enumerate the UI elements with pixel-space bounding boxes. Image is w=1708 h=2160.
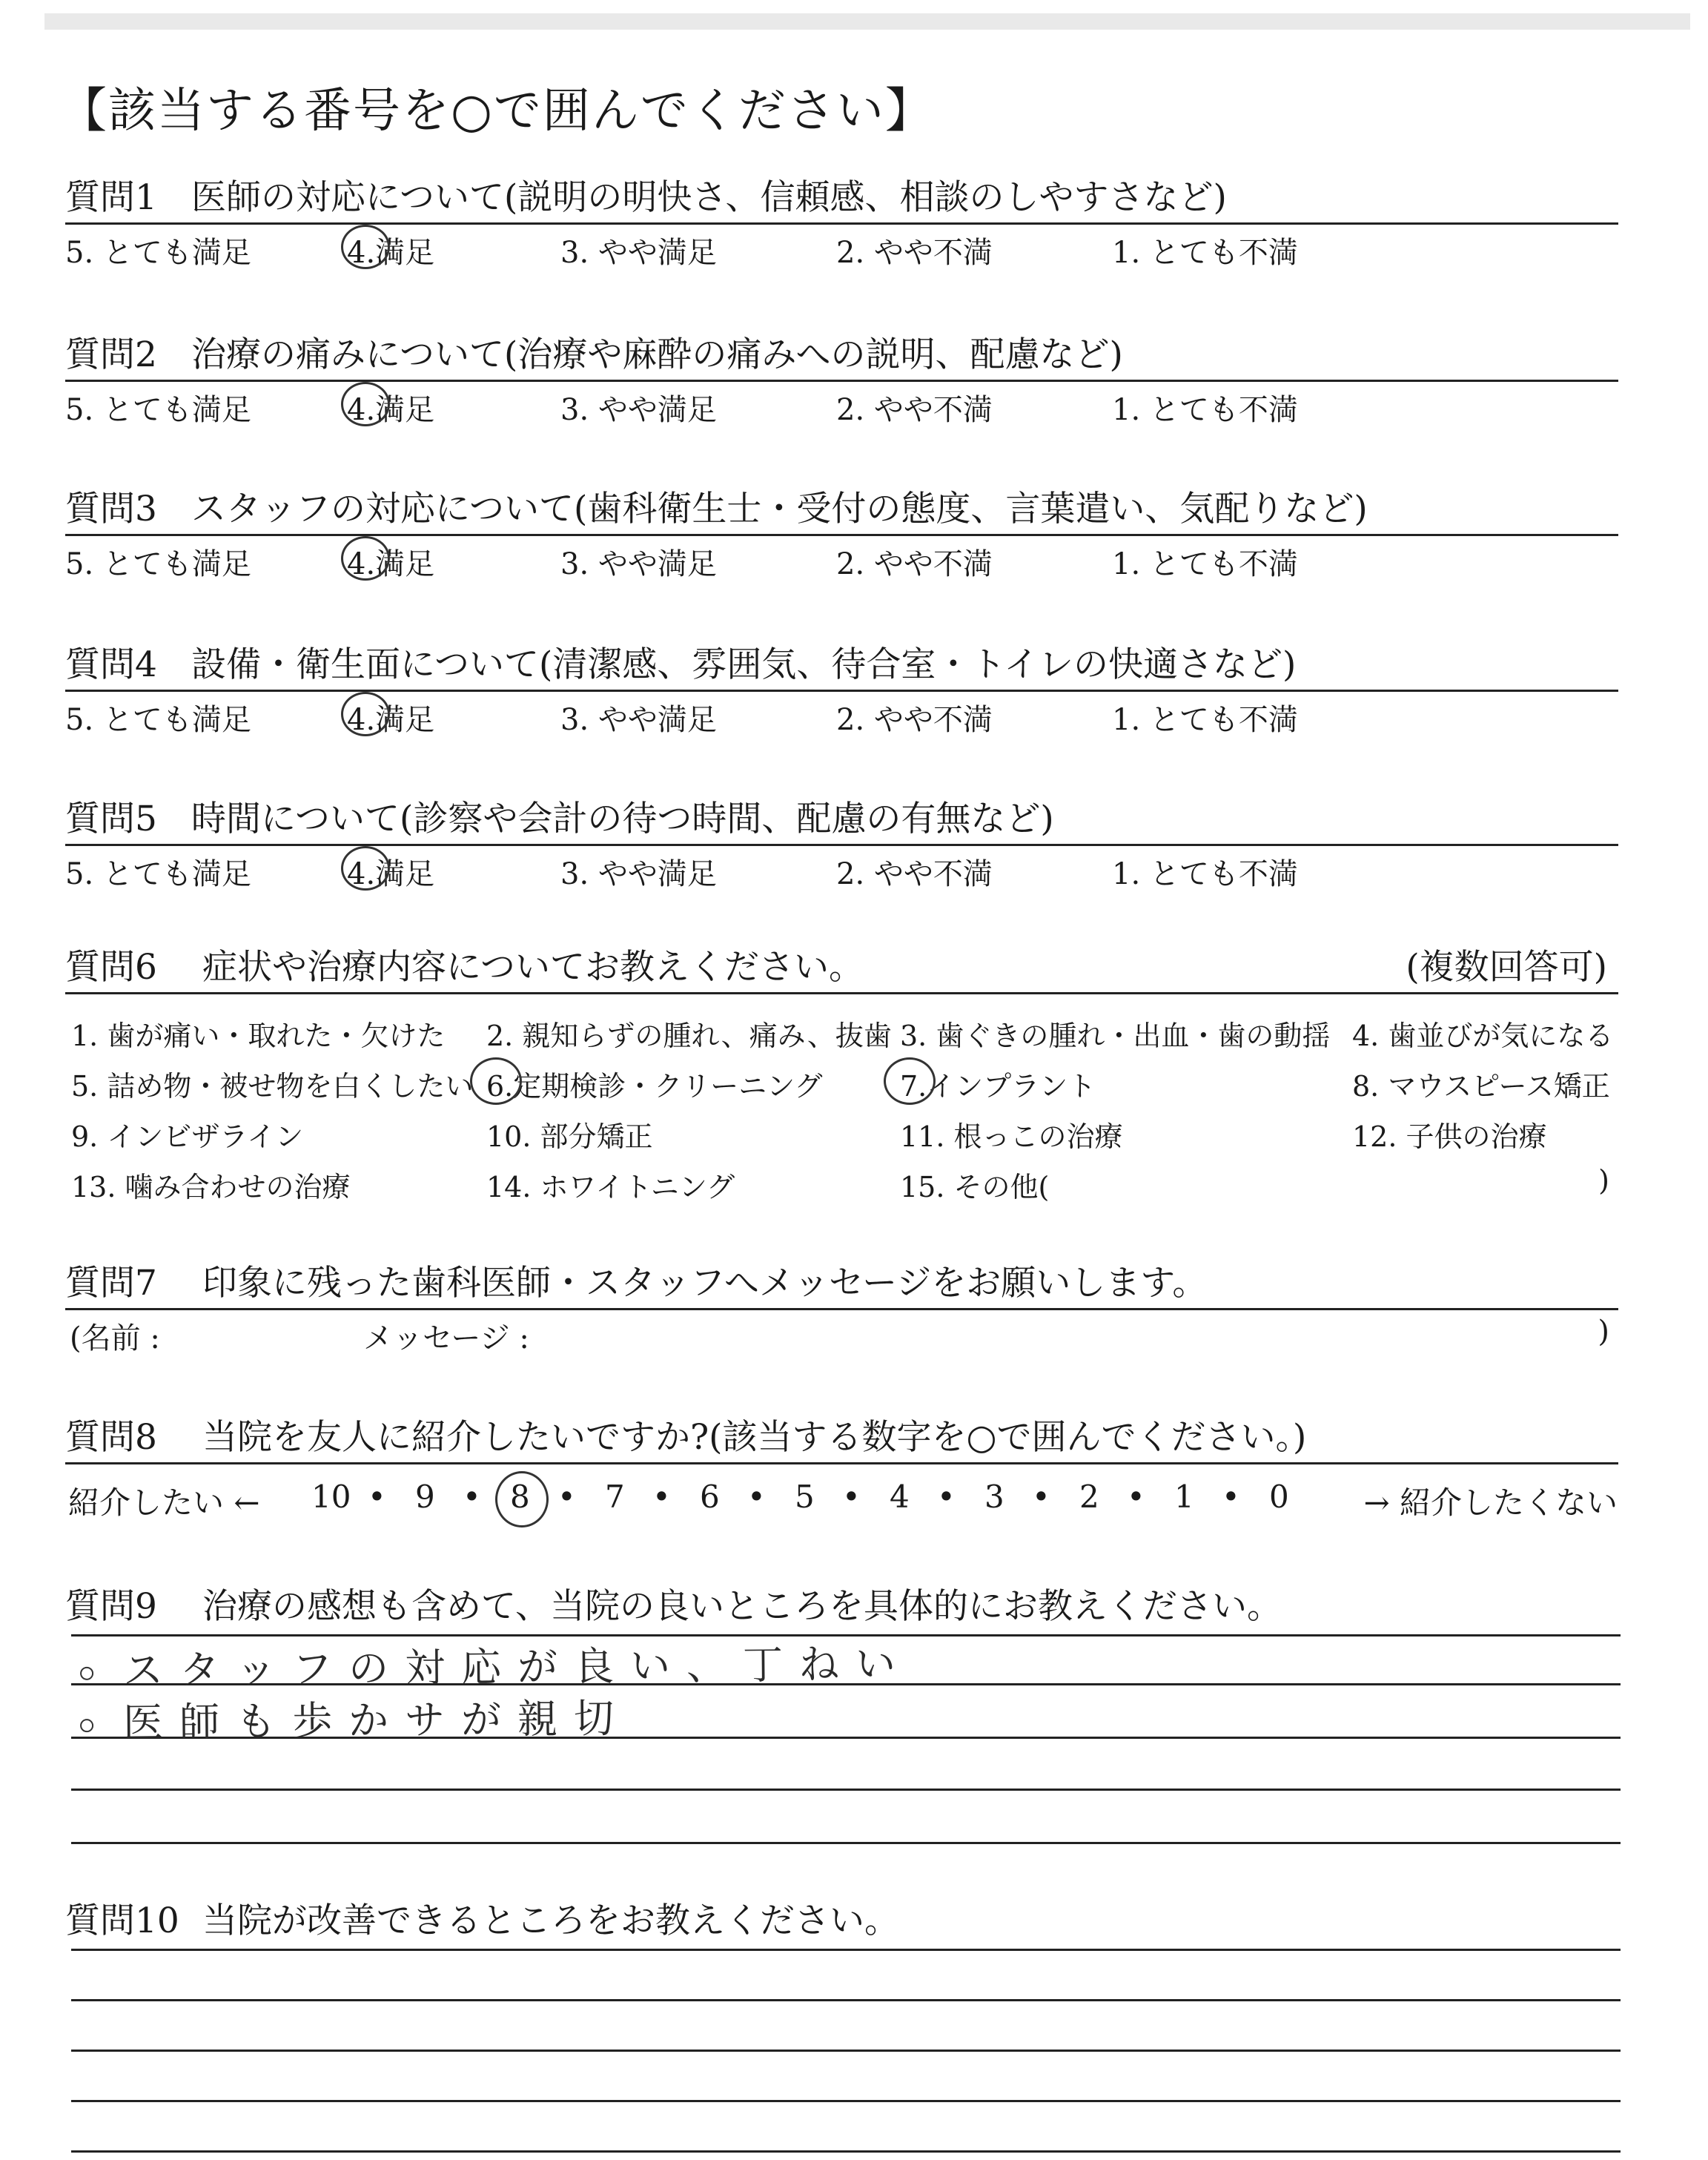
question-4 [65,641,1618,736]
scale-value[interactable]: 6 [700,1479,720,1515]
answer-line [71,1949,1621,1951]
question-8 [65,1413,1618,1464]
question-5 [65,795,1618,891]
name-field-label: (名前 : [70,1321,160,1355]
scale-separator-dot: • [1222,1479,1240,1515]
option-number: 7. [900,1070,927,1103]
question-label: 質問3 [65,489,157,529]
option-text: 満足 [375,393,435,427]
answer-line [71,1842,1621,1844]
handwritten-answer-2: 医師も歩かサが親切 [80,1687,631,1748]
question-text: 当院が改善できるところをお教えください。 [202,1900,899,1941]
hand-drawn-selection-circle [341,382,390,426]
answer-line [71,2100,1621,2102]
rating-option-5[interactable]: 5. とても満足 [65,857,251,891]
option-text: インプラント [927,1070,1096,1103]
option-number: 4. [347,703,376,737]
question-label: 質問6 [65,947,157,988]
question-text: スタッフの対応について(歯科衛生士・受付の態度、言葉遣い、気配りなど) [191,489,1368,529]
symptom-option-12[interactable]: 12. 子供の治療 [1352,1120,1547,1153]
multiple-answers-hint: (複数回答可) [1406,947,1607,988]
symptom-options-grid [71,1013,1621,1215]
scan-top-edge [44,13,1690,30]
scale-separator-dot: • [1032,1479,1050,1515]
message-close-paren: ) [1598,1315,1609,1349]
symptom-option-15-other[interactable]: 15. その他( [900,1171,1050,1203]
scale-separator-dot: • [747,1479,766,1515]
bullet-icon [80,1719,93,1732]
symptom-option-3[interactable]: 3. 歯ぐきの腫れ・出血・歯の動揺 [900,1020,1331,1052]
scale-value[interactable]: 4 [890,1479,910,1515]
rating-option-1[interactable]: 1. とても不満 [1112,703,1298,737]
hand-drawn-selection-circle [495,1471,549,1527]
rating-option-1[interactable]: 1. とても不満 [1112,857,1298,891]
hand-drawn-selection-circle [341,846,390,891]
symptom-option-4[interactable]: 4. 歯並びが気になる [1352,1020,1614,1052]
form-instruction-header: 【該当する番号を○で囲んでください】 [59,84,934,139]
rating-option-5[interactable]: 5. とても満足 [65,393,251,427]
question-text: 当院を友人に紹介したいですか?(該当する数字を○で囲んでください。) [202,1417,1307,1458]
scale-separator-dot: • [463,1479,481,1515]
scale-value[interactable]: 5 [795,1479,815,1515]
symptom-option-11[interactable]: 11. 根っこの治療 [900,1120,1123,1153]
answer-line [71,2050,1621,2052]
answer-line [71,1789,1621,1791]
question-label: 質問10 [65,1900,179,1941]
question-label: 質問7 [65,1263,157,1304]
option-text: 定期検診・クリーニング [513,1070,823,1103]
rating-option-3[interactable]: 3. やや満足 [560,703,717,737]
option-text: 満足 [375,703,435,737]
symptom-option-6[interactable] [486,1063,823,1104]
scale-value[interactable]: 9 [415,1479,435,1515]
question-6 [65,943,1618,994]
symptom-option-8[interactable]: 8. マウスピース矯正 [1352,1070,1610,1103]
question-3 [65,485,1618,581]
option-text: 満足 [375,857,435,891]
scale-value[interactable]: 8 [510,1479,530,1515]
scale-value[interactable]: 3 [984,1479,1004,1515]
question-7 [65,1259,1618,1355]
question-text: 設備・衛生面について(清潔感、雰囲気、待合室・トイレの快適さなど) [191,644,1297,685]
symptom-option-9[interactable]: 9. インビザライン [71,1120,304,1153]
scale-value[interactable]: 2 [1079,1479,1099,1515]
rating-option-5[interactable]: 5. とても満足 [65,236,251,270]
question-1 [65,174,1618,269]
scale-left-label: 紹介したい ← [68,1484,260,1521]
recommendation-scale [68,1476,1618,1525]
rating-option-1[interactable]: 1. とても不満 [1112,547,1298,581]
question-text: 医師の対応について(説明の明快さ、信頼感、相談のしやすさなど) [191,177,1227,218]
rating-option-2[interactable]: 2. やや不満 [836,393,993,427]
bullet-icon [80,1667,93,1680]
symptom-option-1[interactable]: 1. 歯が痛い・取れた・欠けた [71,1020,446,1052]
hand-drawn-selection-circle [341,225,390,269]
scale-right-label: → 紹介したくない [1363,1484,1618,1521]
scale-separator-dot: • [557,1479,576,1515]
symptom-option-13[interactable]: 13. 噛み合わせの治療 [71,1171,351,1203]
scale-separator-dot: • [842,1479,861,1515]
message-field-label: メッセージ : [363,1321,529,1355]
other-close-paren: ) [1598,1164,1609,1197]
question-label: 質問2 [65,334,157,375]
option-number: 4. [347,547,376,581]
question-label: 質問9 [65,1586,157,1627]
rating-option-1[interactable]: 1. とても不満 [1112,393,1298,427]
scale-separator-dot: • [937,1479,956,1515]
rating-option-2[interactable]: 2. やや不満 [836,547,993,581]
hand-drawn-selection-circle [470,1057,522,1105]
option-number: 4. [347,393,376,427]
rating-option-2[interactable]: 2. やや不満 [836,857,993,891]
question-label: 質問5 [65,799,157,839]
scale-separator-dot: • [1127,1479,1145,1515]
scale-separator-dot: • [652,1479,671,1515]
question-text: 症状や治療内容についてお教えください。 [202,947,864,988]
option-number: 6. [486,1070,514,1103]
hand-drawn-selection-circle [341,536,390,581]
rating-option-1[interactable]: 1. とても不満 [1112,236,1298,270]
option-text: 満足 [375,547,435,581]
rating-option-3[interactable]: 3. やや満足 [560,393,717,427]
scale-separator-dot: • [368,1479,386,1515]
rating-option-3[interactable]: 3. やや満足 [560,857,717,891]
question-10 [65,1897,1618,1946]
rating-option-5[interactable]: 5. とても満足 [65,547,251,581]
symptom-option-5[interactable]: 5. 詰め物・被せ物を白くしたい [71,1070,474,1103]
option-text: 満足 [375,236,435,270]
question-label: 質問1 [65,177,157,218]
answer-line [71,1999,1621,2001]
hand-drawn-selection-circle [341,692,390,736]
rating-option-2[interactable]: 2. やや不満 [836,236,993,270]
rating-option-3[interactable]: 3. やや満足 [560,236,717,270]
question-text: 治療の感想も含めて、当院の良いところを具体的にお教えください。 [202,1586,1282,1627]
scale-value[interactable]: 1 [1174,1479,1194,1515]
answer-line [71,2150,1621,2153]
question-rule [65,992,1618,994]
question-9 [65,1582,1618,1631]
scale-value[interactable]: 7 [605,1479,625,1515]
rating-option-2[interactable]: 2. やや不満 [836,703,993,737]
rating-option-3[interactable]: 3. やや満足 [560,547,717,581]
option-number: 4. [347,236,376,270]
question-text: 印象に残った歯科医師・スタッフへメッセージをお願いします。 [202,1263,1208,1304]
question-rule [65,1462,1618,1464]
symptom-option-2[interactable]: 2. 親知らずの腫れ、痛み、抜歯 [486,1020,892,1052]
rating-option-5[interactable]: 5. とても満足 [65,703,251,737]
scale-value[interactable]: 0 [1269,1479,1289,1515]
hand-drawn-selection-circle [884,1057,936,1105]
symptom-option-14[interactable]: 14. ホワイトニング [486,1171,735,1203]
question-text: 時間について(診察や会計の待つ時間、配慮の有無など) [191,799,1054,839]
handwritten-answer-1: スタッフの対応が良い、丁ねい [80,1632,913,1697]
symptom-option-10[interactable]: 10. 部分矯正 [486,1120,653,1153]
question-label: 質問4 [65,644,157,685]
question-text: 治療の痛みについて(治療や麻酔の痛みへの説明、配慮など) [191,334,1123,375]
option-number: 4. [347,857,376,891]
question-label: 質問8 [65,1417,157,1458]
scale-value[interactable]: 10 [311,1479,351,1515]
question-2 [65,331,1618,426]
